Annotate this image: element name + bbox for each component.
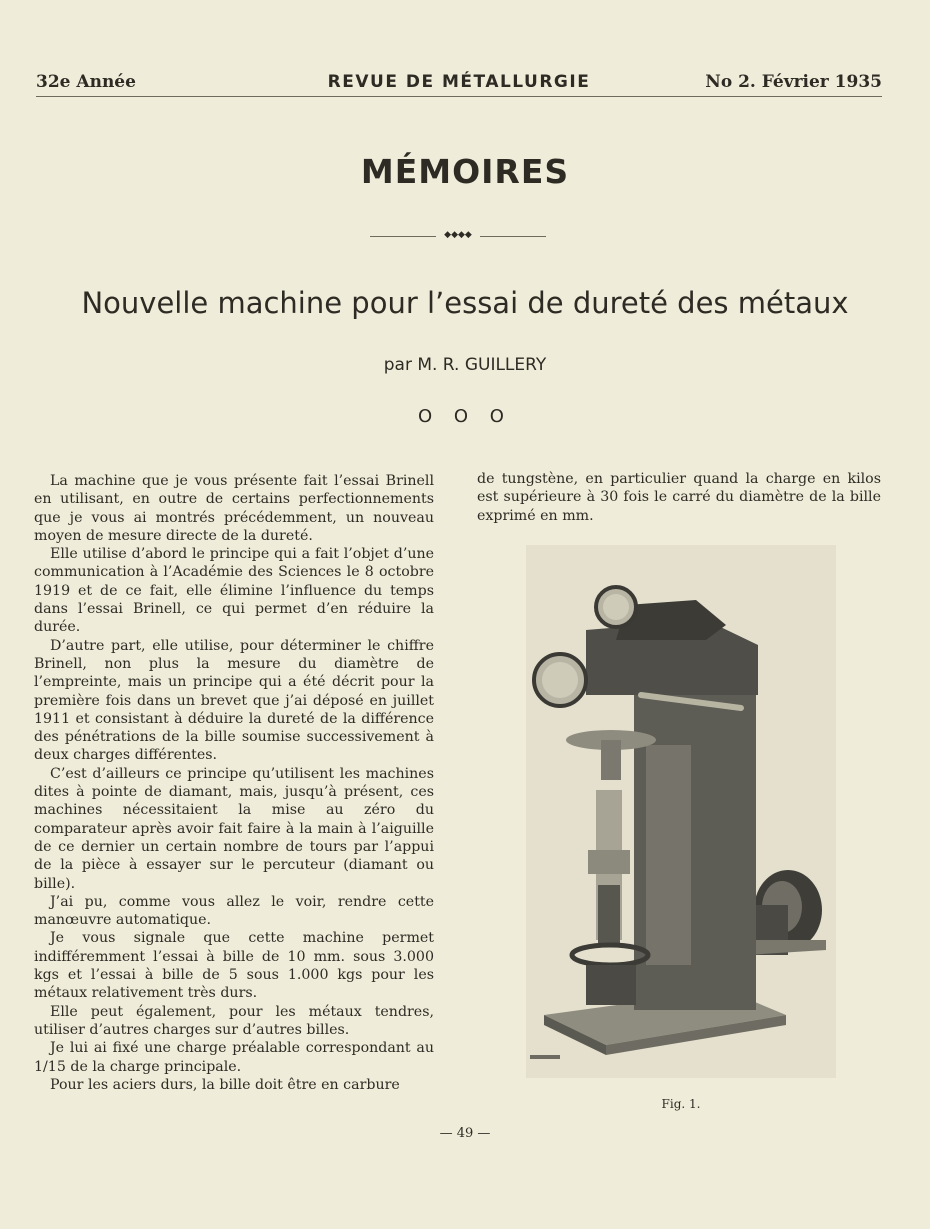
paragraph: J’ai pu, comme vous allez le voir, rendre cette manœuvre automatique. [34, 893, 434, 929]
circle-separator: O O O [418, 406, 512, 427]
paragraph: Elle utilise d’abord le principe qui a fait l’objet d’une communication à l’Académie des Sciences le 8 octobre 1919 et de ce fait, elle élimine l’influence du temps dans l’essai Brinell, ce qui permet d’en réduire la durée. [34, 546, 434, 636]
article-author: par M. R. GUILLERY [383, 355, 547, 375]
journal-title: REVUE DE MÉTALLURGIE [327, 72, 591, 92]
ornament-divider [370, 230, 546, 242]
page-number: — 49 — [439, 1126, 491, 1141]
issue-date: No 2. Février 1935 [705, 72, 882, 92]
paragraph: Elle peut également, pour les métaux tendres, utiliser d’autres charges sur d’autres billes. [34, 1003, 434, 1038]
paragraph: Pour les aciers durs, la bille doit être en carbure [50, 1076, 400, 1093]
paragraph: de tungstène, en particulier quand la charge en kilos est supérieure à 30 fois le carré du diamètre de la bille exprimé en mm. [477, 471, 881, 524]
paragraph: D’autre part, elle utilise, pour déterminer le chiffre Brinell, non plus la mesure du diamètre de l’empreinte, mais un principe qui a été décrit pour la première fois dans un brevet que j’ai déposé en juillet 1911 et consistant à déduire la dureté de la différence des pénétrations de la bille soumise successivement à deux charges différentes. [34, 637, 434, 764]
running-header [36, 70, 882, 97]
divider-line-left [370, 236, 436, 237]
paragraph: La machine que je vous présente fait l’essai Brinell en utilisant, en outre de certains perfectionnements que je vous ai montrés précédemment, un nouveau moyen de mesure directe de la dureté. [34, 473, 434, 544]
paragraph: C’est d’ailleurs ce principe qu’utilisent les machines dites à pointe de diamant, mais, jusqu’à présent, ces machines nécessitaient la mise au zéro du comparateur après avoir fait faire à la main à l’aiguille de ce dernier un certain nombre de tours par l’appui de la pièce à essayer sur le percuteur (diamant ou bille). [34, 765, 434, 892]
figure-caption: Fig. 1. [661, 1097, 701, 1111]
left-column [34, 472, 434, 1094]
paragraph: Je lui ai fixé une charge préalable correspondant au 1/15 de la charge principale. [34, 1040, 434, 1075]
right-column [477, 470, 881, 525]
hardness-machine-photo [526, 545, 836, 1078]
ornament-diamonds: ◆◆◆◆ [444, 230, 472, 240]
volume-year: 32e Année [36, 72, 136, 92]
divider-line-right [480, 236, 546, 237]
section-title: MÉMOIRES [360, 152, 570, 191]
article-title: Nouvelle machine pour l’essai de dureté des métaux [81, 286, 849, 320]
machine-illustration [526, 545, 836, 1078]
paragraph: Je vous signale que cette machine permet indifféremment l’essai à bille de 10 mm. sous 3.000 kgs et l’essai à bille de 5 sous 1.000 kgs pour les métaux relativement très durs. [34, 930, 434, 1002]
